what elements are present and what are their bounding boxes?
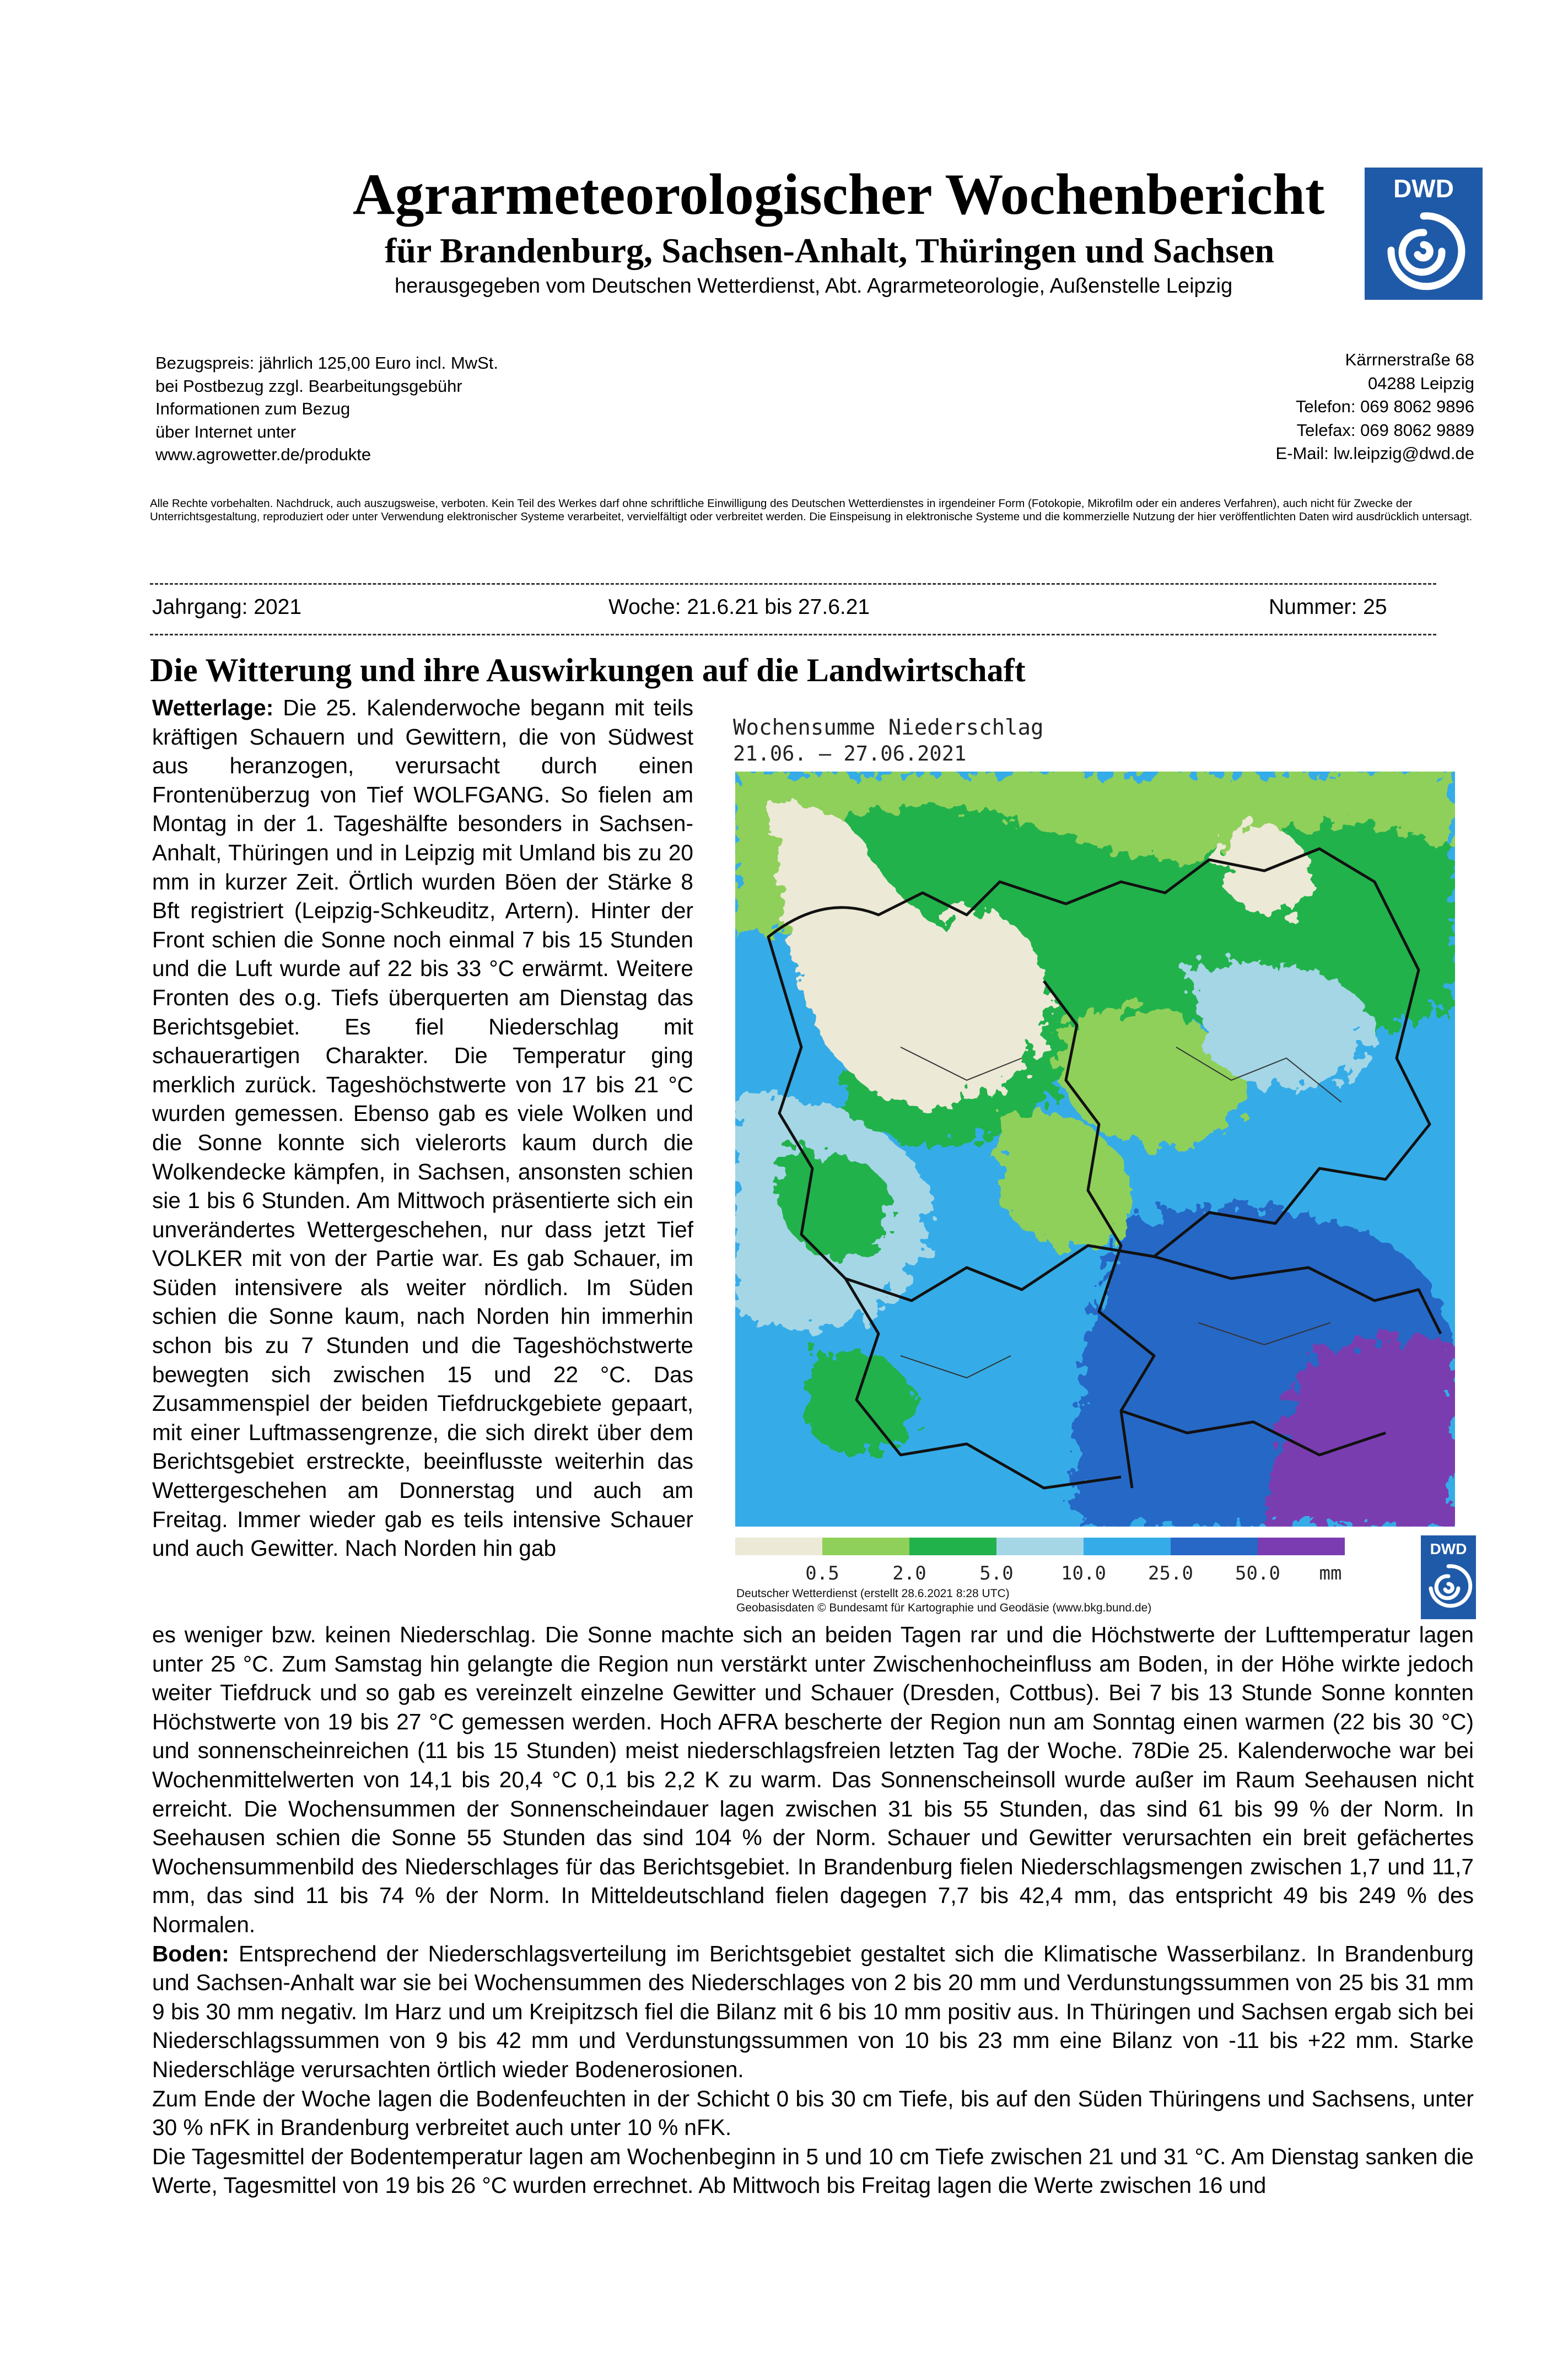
wetterlage-text: Die 25. Kalenderwoche begann mit teils kräftigen Schauern und Gewittern, die von Südwest aus heranzogen, verursacht durch einen Frontenüberzug von Tief WOLFGANG. So fielen am Montag in der 1. Tageshälfte besonders in Sachsen-Anhalt, Thüringen und in Leipzig mit Umland bis zu 20 mm in kurzer Zeit. Örtlich wurden Böen der Stärke 8 Bft registriert (Leipzig-Schkeuditz, Artern). Hinter der Front schien die Sonne noch einmal 7 bis 15 Stunden und die Luft wurde auf 22 bis 33 °C erwärmt. Weitere Fronten des o.g. Tiefs überquerten am Dienstag das Berichtsgebiet. Es fiel Niederschlag mit schauerartigen Charakter. Die Temperatur ging merklich zurück. Tageshöchstwerte von 17 bis 21 °C wurden gemessen. Ebenso gab es viele Wolken und die Sonne konnte sich vielerorts kaum durch die Wolkendecke kämpfen, in Sachsen, ansonsten schien sie 1 bis 6 Stunden. Am Mittwoch präsentierte sich ein unverändertes Wettergeschehen, nur dass jetzt Tief VOLKER mit von der Partie war. Es gab Schauer, im Süden intensivere als weiter nördlich. Im Süden schien die Sonne kaum, nach Norden hin immerhin schon bis zu 7 Stunden und die Tageshöchstwerte bewegten sich zwischen 15 und 22 °C. Das Zusammenspiel der beiden Tiefdruckgebiete gepaart, mit einer Luftmassengrenze, die sich direkt über dem Berichtsgebiet erstreckte, beeinflusste weiterhin das Wettergeschehen am Donnerstag und auch am Freitag. Immer wieder gab es teils intensive Schauer und auch Gewitter. Nach Norden hin gab (152, 695, 693, 1561)
divider (150, 583, 1436, 585)
legend-swatch (909, 1538, 996, 1555)
legend-swatch (1258, 1538, 1345, 1555)
contact-info (1275, 348, 1474, 466)
precipitation-legend (735, 1538, 1358, 1593)
issue-number: Nummer: 25 (1269, 595, 1387, 619)
legend-swatch (822, 1538, 909, 1555)
map-credit: Deutscher Wetterdienst (erstellt 28.6.2021 8:28 UTC) (736, 1587, 1010, 1600)
main-text (152, 1620, 1474, 2200)
map-date-range: 21.06. – 27.06.2021 (733, 742, 967, 765)
publisher-line: herausgegeben vom Deutschen Wetterdienst, Abt. Agrarmeteorologie, Außenstelle Leipzig (395, 274, 1233, 298)
info-line: bei Postbezug zzgl. Bearbeitungsgebühr (155, 376, 462, 396)
address-city: 04288 Leipzig (1367, 373, 1474, 393)
info-line: Informationen zum Bezug (155, 399, 351, 418)
dwd-logo (1365, 168, 1483, 300)
website-link[interactable]: www.agrowetter.de/produkte (155, 445, 371, 464)
legend-swatch (996, 1538, 1084, 1555)
info-line: über Internet unter (155, 422, 297, 441)
divider (150, 634, 1436, 635)
legend-value: 10.0 (1061, 1562, 1106, 1584)
precipitation-map (735, 772, 1455, 1527)
boden-label: Boden: (152, 1940, 229, 1966)
subscription-info (155, 352, 498, 466)
wetterlage-label: Wetterlage: (152, 695, 274, 720)
soil-moisture-paragraph: Zum Ende der Woche lagen die Bodenfeuchten in der Schicht 0 bis 30 cm Tiefe, bis auf den Süden Thüringens und Sachsens, unter 30 % nFK in Brandenburg verbreitet auch unter 10 % nFK. (152, 2085, 1474, 2141)
map-title: Wochensumme Niederschlag (733, 715, 1044, 740)
boden-paragraph (152, 1939, 1474, 2084)
dwd-logo-small (1421, 1535, 1476, 1619)
legend-value: 25.0 (1148, 1562, 1193, 1584)
legend-value: 50.0 (1235, 1562, 1280, 1584)
phone: Telefon: 069 8062 9896 (1295, 397, 1474, 416)
boden-text: Entsprechend der Niederschlagsverteilung im Berichtsgebiet gestaltet sich die Klimatische Wasserbilanz. In Brandenburg und Sachsen-Anhalt war sie bei Wochensummen des Niederschlages von 2 bis 20 mm und Verdunstungssummen von 25 bis 31 mm 9 bis 30 mm negativ. Im Harz und um Kreipitzsch fiel die Bilanz mit 6 bis 10 mm positiv aus. In Thüringen und Sachsen ergab sich bei Niederschlagssummen von 9 bis 42 mm und Verdunstungssummen von 10 bis 23 mm eine Bilanz von -11 bis +22 mm. Starke Niederschläge verursachten örtlich wieder Bodenerosionen. (152, 1940, 1474, 2082)
legend-swatch (1171, 1538, 1258, 1555)
wetterlage-continuation: es weniger bzw. keinen Niederschlag. Die Sonne machte sich an beiden Tagen rar und die Höchstwerte der Lufttemperatur lagen unter 25 °C. Zum Samstag hin gelangte die Region nun verstärkt unter Zwischenhocheinfluss am Boden, in der Höhe wirkte jedoch weiter Tiefdruck und so gab es vereinzelt einzelne Gewitter und Schauer (Dresden, Cottbus). Bei 7 bis 13 Stunde Sonne konnten Höchstwerte von 19 bis 27 °C gemessen werden. Hoch AFRA bescherte der Region nun am Sonntag einen warmen (22 bis 30 °C) und sonnenscheinreichen (11 bis 15 Stunden) meist niederschlagsfreien letzten Tag der Woche. 78Die 25. Kalenderwoche war bei Wochenmittelwerten von 14,1 bis 20,4 °C 0,1 bis 2,2 K zu warm. Das Sonnenscheinsoll wurde außer im Raum Seehausen nicht erreicht. Die Wochensummen der Sonnenscheindauer lagen zwischen 31 bis 55 Stunden, das sind 61 bis 99 % der Norm. In Seehausen schien die Sonne 55 Stunden das sind 104 % der Norm. Schauer und Gewitter verursachten ein breit gefächertes Wochensummenbild des Niederschlages für das Berichtsgebiet. In Brandenburg fielen Niederschlagsmengen zwischen 1,7 und 11,7 mm, das sind 11 bis 74 % der Norm. In Mitteldeutschland fielen dagegen 7,7 bis 42,4 mm, das entspricht 49 bis 249 % des Normalen. (152, 1622, 1474, 1937)
report-title: Agrarmeteorologischer Wochenbericht (353, 162, 1325, 227)
legend-value: 0.5 (805, 1562, 839, 1584)
rights-notice: Alle Rechte vorbehalten. Nachdruck, auch auszugsweise, verboten. Kein Teil des Werkes darf ohne schriftliche Einwilligung des Deutschen Wetterdienstes in irgendeiner Form (Fotokopie, Mikrofilm oder ein anderes Verfahren), auch nicht für Zwecke der Unterrichtsgestaltung, reproduziert oder unter Verwendung elektronischer Systeme verarbeitet, vervielfältigt oder verbreitet werden. Die Einspeisung in elektronische Systeme und die kommerzielle Nutzung der hier veröffentlichten Daten wird ausdrücklich untersagt. (150, 497, 1473, 523)
legend-value: 2.0 (892, 1562, 926, 1584)
issue-year: Jahrgang: 2021 (152, 595, 302, 619)
map-geodata-credit: Geobasisdaten © Bundesamt für Kartographie und Geodäsie (www.bkg.bund.de) (736, 1602, 1152, 1614)
legend-swatch (1084, 1538, 1171, 1555)
address-street: Kärrnerstraße 68 (1345, 350, 1474, 369)
wetterlage-column (152, 693, 693, 1563)
dwd-logo-small-text: DWD (1430, 1540, 1467, 1557)
legend-swatch (735, 1538, 822, 1555)
legend-value: 5.0 (979, 1562, 1014, 1584)
legend-unit: mm (1319, 1562, 1342, 1584)
issue-week: Woche: 21.6.21 bis 27.6.21 (608, 595, 870, 619)
section-title: Die Witterung und ihre Auswirkungen auf die Landwirtschaft (150, 652, 1026, 688)
soil-temperature-paragraph: Die Tagesmittel der Bodentemperatur lagen am Wochenbeginn in 5 und 10 cm Tiefe zwischen 21 und 31 °C. Am Dienstag sanken die Werte, Tagesmittel von 19 bis 26 °C wurden errechnet. Ab Mittwoch bis Freitag lagen die Werte zwischen 16 und (152, 2143, 1474, 2198)
report-subtitle: für Brandenburg, Sachsen-Anhalt, Thüringen und Sachsen (385, 231, 1275, 270)
dwd-logo-text: DWD (1393, 174, 1454, 203)
fax: Telefax: 069 8062 9889 (1296, 420, 1474, 440)
email-link[interactable]: E-Mail: lw.leipzig@dwd.de (1275, 444, 1474, 463)
info-line: Bezugspreis: jährlich 125,00 Euro incl. MwSt. (155, 353, 499, 373)
